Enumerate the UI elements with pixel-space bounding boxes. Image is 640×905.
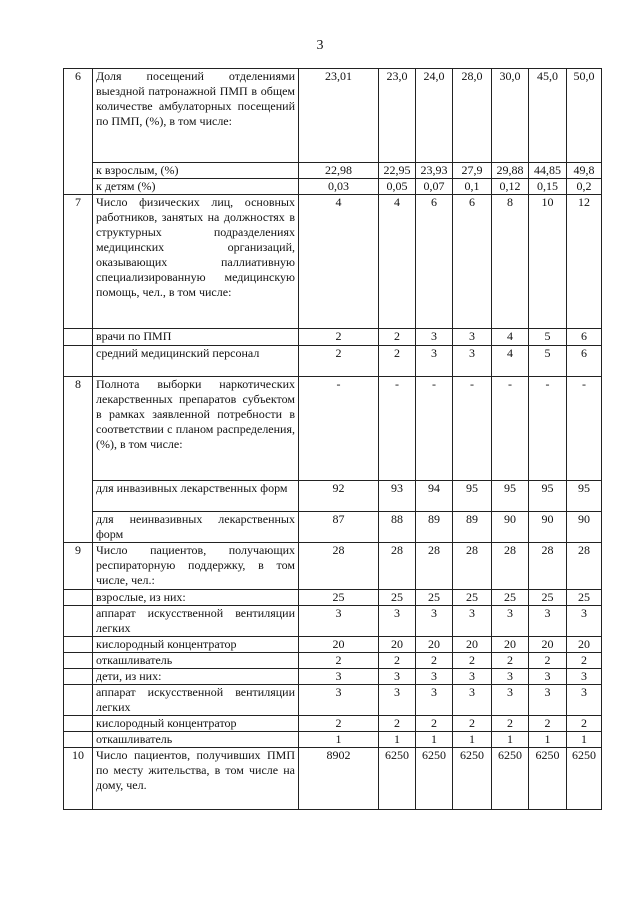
indicator-value: 23,93 xyxy=(416,163,453,179)
indicator-value: 3 xyxy=(299,669,379,685)
row-number: 9 xyxy=(64,543,93,590)
indicator-name: к детям (%) xyxy=(93,179,299,195)
indicator-value: 25 xyxy=(379,590,416,606)
indicator-value: 5 xyxy=(529,346,567,377)
indicator-value: - xyxy=(299,377,379,481)
indicator-name: откашливатель xyxy=(93,653,299,669)
indicator-value: 5 xyxy=(529,329,567,346)
table-row xyxy=(64,195,602,329)
indicator-value: - xyxy=(379,377,416,481)
indicator-value: 25 xyxy=(453,590,492,606)
table-row xyxy=(64,512,602,543)
indicator-value: 92 xyxy=(299,481,379,512)
indicator-value: 3 xyxy=(492,606,529,637)
row-number xyxy=(64,606,93,637)
indicator-value: 23,0 xyxy=(379,69,416,163)
indicator-value: 4 xyxy=(299,195,379,329)
indicator-value: 95 xyxy=(453,481,492,512)
table-row xyxy=(64,543,602,590)
indicator-value: 28 xyxy=(299,543,379,590)
indicator-value: 6250 xyxy=(529,748,567,810)
table-body xyxy=(64,69,602,810)
indicator-value: 23,01 xyxy=(299,69,379,163)
indicator-value: 8902 xyxy=(299,748,379,810)
indicator-value: 6250 xyxy=(416,748,453,810)
indicator-value: 3 xyxy=(529,685,567,716)
indicator-value: 3 xyxy=(379,669,416,685)
table-row xyxy=(64,163,602,179)
indicator-value: 3 xyxy=(379,685,416,716)
indicator-value: 3 xyxy=(416,346,453,377)
indicator-value: 0,05 xyxy=(379,179,416,195)
indicator-value: 2 xyxy=(299,329,379,346)
indicator-name: для неинвазивных лекарственных форм xyxy=(93,512,299,543)
indicator-value: - xyxy=(529,377,567,481)
indicator-value: 2 xyxy=(379,716,416,732)
row-number xyxy=(64,590,93,606)
indicator-value: 6250 xyxy=(492,748,529,810)
indicator-value: 1 xyxy=(379,732,416,748)
indicator-value: 28 xyxy=(416,543,453,590)
indicator-value: 27,9 xyxy=(453,163,492,179)
indicator-value: - xyxy=(567,377,602,481)
table-row xyxy=(64,346,602,377)
row-number xyxy=(64,716,93,732)
indicator-value: 25 xyxy=(492,590,529,606)
indicator-name: взрослые, из них: xyxy=(93,590,299,606)
indicator-value: 12 xyxy=(567,195,602,329)
indicator-value: 28 xyxy=(567,543,602,590)
indicator-value: 3 xyxy=(567,669,602,685)
indicator-value: 25 xyxy=(529,590,567,606)
indicator-value: 6 xyxy=(567,329,602,346)
indicator-value: 0,12 xyxy=(492,179,529,195)
indicator-value: 2 xyxy=(567,653,602,669)
indicator-name: Полнота выборки наркотических лекарственных препаратов субъектом в рамках заявленной потребности в соответствии с планом распределения, (%), в том числе: xyxy=(93,377,299,481)
indicator-name: Число пациентов, получающих респираторную поддержку, в том числе, чел.: xyxy=(93,543,299,590)
indicator-name: средний медицинский персонал xyxy=(93,346,299,377)
indicator-value: 1 xyxy=(529,732,567,748)
indicator-value: 1 xyxy=(492,732,529,748)
indicator-name: Число физических лиц, основных работников, занятых на должностях в структурных подразделениях медицинских организаций, оказывающих паллиативную специализированную медицинскую помощь, чел., в том числе: xyxy=(93,195,299,329)
indicator-value: 1 xyxy=(416,732,453,748)
indicator-value: 24,0 xyxy=(416,69,453,163)
indicator-value: 25 xyxy=(299,590,379,606)
indicator-value: 3 xyxy=(416,685,453,716)
indicator-value: 88 xyxy=(379,512,416,543)
indicator-value: 0,1 xyxy=(453,179,492,195)
indicator-value: 20 xyxy=(416,637,453,653)
indicator-value: 29,88 xyxy=(492,163,529,179)
indicator-value: 0,15 xyxy=(529,179,567,195)
indicator-value: 3 xyxy=(299,685,379,716)
indicator-value: 22,95 xyxy=(379,163,416,179)
indicator-value: 1 xyxy=(567,732,602,748)
indicator-value: 28,0 xyxy=(453,69,492,163)
indicator-value: 3 xyxy=(453,346,492,377)
indicator-name: Число пациентов, получивших ПМП по месту жительства, в том числе на дому, чел. xyxy=(93,748,299,810)
indicator-value: 49,8 xyxy=(567,163,602,179)
table-row xyxy=(64,685,602,716)
indicator-value: 3 xyxy=(299,606,379,637)
page-number: 3 xyxy=(316,38,324,53)
indicator-value: 20 xyxy=(299,637,379,653)
table-row xyxy=(64,748,602,810)
indicator-value: 0,07 xyxy=(416,179,453,195)
indicator-value: 25 xyxy=(416,590,453,606)
table-row xyxy=(64,377,602,481)
indicator-value: 10 xyxy=(529,195,567,329)
row-number xyxy=(64,653,93,669)
indicator-value: 2 xyxy=(379,346,416,377)
row-number xyxy=(64,346,93,377)
indicator-value: 93 xyxy=(379,481,416,512)
indicator-name: к взрослым, (%) xyxy=(93,163,299,179)
row-number xyxy=(64,732,93,748)
indicator-value: 6250 xyxy=(567,748,602,810)
indicator-name: для инвазивных лекарственных форм xyxy=(93,481,299,512)
indicator-value: 3 xyxy=(567,685,602,716)
indicator-value: 50,0 xyxy=(567,69,602,163)
indicator-value: 0,2 xyxy=(567,179,602,195)
indicator-value: 3 xyxy=(416,329,453,346)
indicator-value: 20 xyxy=(379,637,416,653)
indicator-value: - xyxy=(492,377,529,481)
indicator-value: 90 xyxy=(567,512,602,543)
indicator-value: 1 xyxy=(453,732,492,748)
indicator-value: 3 xyxy=(529,669,567,685)
row-number xyxy=(64,637,93,653)
indicator-value: 2 xyxy=(492,653,529,669)
table-row xyxy=(64,637,602,653)
indicator-value: 3 xyxy=(416,669,453,685)
indicator-value: 44,85 xyxy=(529,163,567,179)
indicator-value: 89 xyxy=(416,512,453,543)
row-number: 6 xyxy=(64,69,93,195)
table-row xyxy=(64,669,602,685)
table-row xyxy=(64,732,602,748)
indicator-value: 1 xyxy=(299,732,379,748)
indicator-value: 6250 xyxy=(453,748,492,810)
indicator-value: 28 xyxy=(379,543,416,590)
indicator-value: 2 xyxy=(453,653,492,669)
row-number: 7 xyxy=(64,195,93,329)
indicator-value: 20 xyxy=(567,637,602,653)
indicator-value: 94 xyxy=(416,481,453,512)
indicator-value: 2 xyxy=(416,653,453,669)
indicator-value: 45,0 xyxy=(529,69,567,163)
indicator-value: 3 xyxy=(379,606,416,637)
indicator-value: 6 xyxy=(567,346,602,377)
row-number xyxy=(64,685,93,716)
table-row xyxy=(64,590,602,606)
indicator-name: дети, из них: xyxy=(93,669,299,685)
indicator-value: 95 xyxy=(529,481,567,512)
indicator-value: 3 xyxy=(492,685,529,716)
indicator-value: 3 xyxy=(453,685,492,716)
indicator-value: 3 xyxy=(453,606,492,637)
indicator-value: 3 xyxy=(453,329,492,346)
indicator-value: - xyxy=(453,377,492,481)
indicator-value: 28 xyxy=(453,543,492,590)
indicator-value: 2 xyxy=(567,716,602,732)
indicator-value: 6250 xyxy=(379,748,416,810)
indicator-value: 2 xyxy=(299,716,379,732)
row-number xyxy=(64,669,93,685)
indicator-name: откашливатель xyxy=(93,732,299,748)
indicator-value: 95 xyxy=(492,481,529,512)
table-row xyxy=(64,179,602,195)
row-number: 8 xyxy=(64,377,93,543)
indicator-name: кислородный концентратор xyxy=(93,716,299,732)
indicator-value: 2 xyxy=(529,716,567,732)
indicator-value: 2 xyxy=(416,716,453,732)
indicator-value: 3 xyxy=(492,669,529,685)
indicator-value: 2 xyxy=(299,653,379,669)
indicator-value: 20 xyxy=(529,637,567,653)
indicator-value: 2 xyxy=(453,716,492,732)
indicator-name: Доля посещений отделениями выездной патронажной ПМП в общем количестве амбулаторных посещений по ПМП, (%), в том числе: xyxy=(93,69,299,163)
indicator-value: 95 xyxy=(567,481,602,512)
indicator-value: 87 xyxy=(299,512,379,543)
indicator-value: 2 xyxy=(379,653,416,669)
indicator-value: 20 xyxy=(492,637,529,653)
indicator-value: 90 xyxy=(529,512,567,543)
table-row xyxy=(64,481,602,512)
row-number: 10 xyxy=(64,748,93,810)
indicator-value: 6 xyxy=(416,195,453,329)
indicator-value: 3 xyxy=(453,669,492,685)
indicator-name: кислородный концентратор xyxy=(93,637,299,653)
indicator-name: врачи по ПМП xyxy=(93,329,299,346)
indicator-value: 0,03 xyxy=(299,179,379,195)
indicator-value: 3 xyxy=(529,606,567,637)
table-row xyxy=(64,69,602,163)
row-number xyxy=(64,329,93,346)
indicator-value: - xyxy=(416,377,453,481)
indicator-value: 90 xyxy=(492,512,529,543)
indicator-value: 6 xyxy=(453,195,492,329)
indicator-value: 2 xyxy=(379,329,416,346)
indicator-value: 2 xyxy=(299,346,379,377)
indicator-value: 4 xyxy=(379,195,416,329)
indicator-value: 30,0 xyxy=(492,69,529,163)
indicator-name: аппарат искусственной вентиляции легких xyxy=(93,685,299,716)
indicator-value: 89 xyxy=(453,512,492,543)
indicator-value: 22,98 xyxy=(299,163,379,179)
indicator-value: 25 xyxy=(567,590,602,606)
indicator-value: 2 xyxy=(529,653,567,669)
indicator-value: 20 xyxy=(453,637,492,653)
indicator-value: 28 xyxy=(492,543,529,590)
table-row xyxy=(64,653,602,669)
indicator-value: 8 xyxy=(492,195,529,329)
table-row xyxy=(64,716,602,732)
indicator-value: 28 xyxy=(529,543,567,590)
indicator-value: 3 xyxy=(416,606,453,637)
indicator-value: 4 xyxy=(492,346,529,377)
table-row xyxy=(64,329,602,346)
indicator-value: 4 xyxy=(492,329,529,346)
indicators-table xyxy=(63,68,602,810)
indicator-name: аппарат искусственной вентиляции легких xyxy=(93,606,299,637)
table-row xyxy=(64,606,602,637)
indicator-value: 3 xyxy=(567,606,602,637)
indicator-value: 2 xyxy=(492,716,529,732)
